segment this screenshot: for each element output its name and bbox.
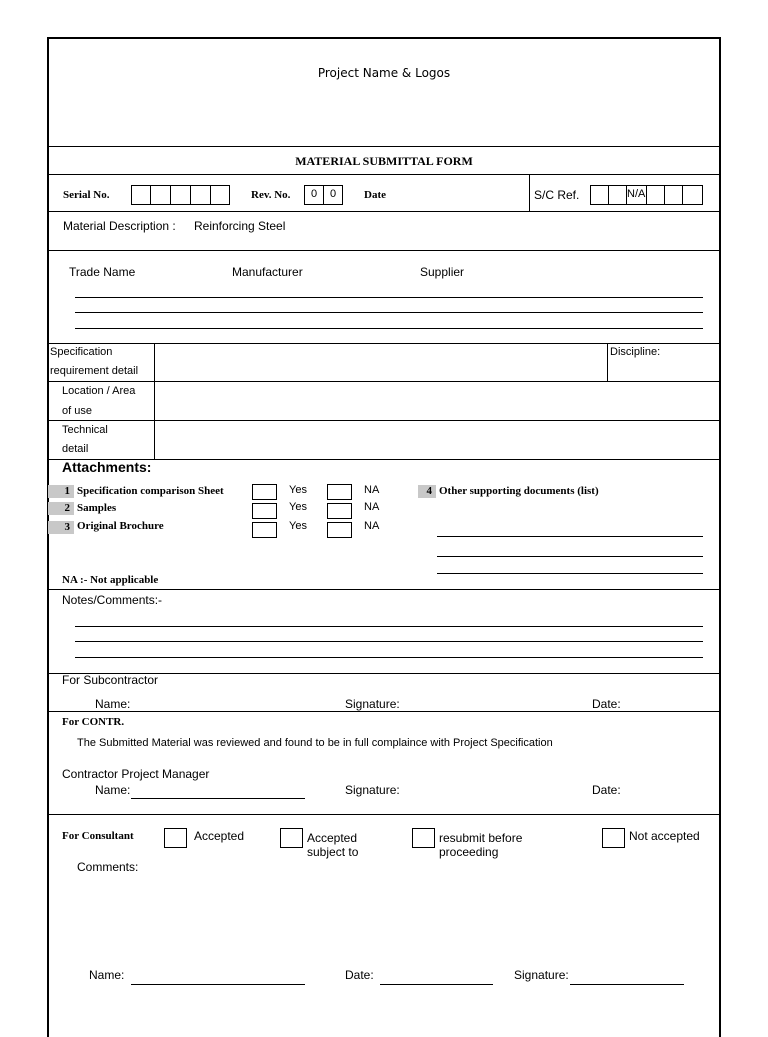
name-line[interactable] (131, 798, 305, 799)
attachment-number: 4 (418, 485, 436, 498)
yes-checkbox[interactable] (252, 503, 277, 519)
attachment-label: Specification comparison Sheet (77, 485, 224, 497)
resubmit-label: resubmit before (439, 831, 523, 845)
accepted-subject-checkbox[interactable] (280, 828, 303, 848)
yes-label: Yes (289, 501, 307, 513)
sc-ref-value: N/A (627, 188, 646, 200)
write-line[interactable] (75, 657, 703, 658)
name-line[interactable] (131, 984, 305, 985)
na-note: NA :- Not applicable (62, 574, 159, 586)
divider (47, 711, 721, 712)
write-line[interactable] (75, 328, 703, 329)
material-value[interactable]: Reinforcing Steel (194, 219, 286, 233)
divider (47, 250, 721, 251)
not-accepted-checkbox[interactable] (602, 828, 625, 848)
divider (47, 174, 721, 175)
accepted-subject-label: subject to (307, 845, 359, 859)
contr-signature-label: Signature: (345, 783, 400, 797)
manufacturer-label: Manufacturer (232, 265, 303, 279)
yes-label: Yes (289, 520, 307, 532)
na-label: NA (364, 520, 380, 532)
trade-name-label: Trade Name (69, 265, 136, 279)
serial-cell[interactable] (210, 185, 230, 205)
notes-label: Notes/Comments:- (62, 593, 163, 607)
sc-ref-label: S/C Ref. (534, 188, 580, 202)
subcontractor-label: For Subcontractor (62, 673, 159, 687)
accepted-label: Accepted (194, 829, 245, 843)
comments-label: Comments: (77, 860, 139, 874)
spec-label: requirement detail (50, 365, 139, 377)
na-label: NA (364, 484, 380, 496)
divider (47, 420, 721, 421)
material-label: Material Description : (63, 219, 176, 233)
date-line[interactable] (380, 984, 493, 985)
yes-checkbox[interactable] (252, 522, 277, 538)
not-accepted-label: Not accepted (629, 829, 700, 843)
project-name-logos: Project Name & Logos (317, 66, 451, 80)
divider (607, 344, 608, 382)
divider (47, 211, 721, 212)
location-label: Location / Area (62, 385, 136, 397)
cons-date-label: Date: (345, 968, 374, 982)
attachment-label: Original Brochure (77, 520, 164, 532)
contr-date-label: Date: (592, 783, 621, 797)
contractor-label: For CONTR. (62, 716, 125, 728)
serial-cell[interactable] (150, 185, 171, 205)
sub-date-label: Date: (592, 697, 621, 711)
sc-ref-cell[interactable] (608, 185, 627, 205)
consultant-label: For Consultant (62, 830, 134, 842)
attachment-number: 2 (48, 502, 74, 515)
contractor-statement: The Submitted Material was reviewed and found to be in full complaince with Project Specification (77, 737, 553, 749)
write-line[interactable] (75, 297, 703, 298)
write-line[interactable] (75, 641, 703, 642)
attachments-title: Attachments: (62, 459, 152, 475)
rev-digit: 0 (329, 188, 337, 200)
na-label: NA (364, 501, 380, 513)
accepted-subject-label: Accepted (307, 831, 358, 845)
sc-ref-cell[interactable] (664, 185, 683, 205)
signature-line[interactable] (570, 984, 684, 985)
yes-checkbox[interactable] (252, 484, 277, 500)
rev-label: Rev. No. (251, 189, 291, 201)
serial-label: Serial No. (63, 189, 110, 201)
other-docs-label: Other supporting documents (list) (439, 485, 599, 497)
cons-name-label: Name: (89, 968, 125, 982)
write-line[interactable] (437, 573, 703, 574)
write-line[interactable] (437, 556, 703, 557)
divider (47, 814, 721, 815)
sub-signature-label: Signature: (345, 697, 400, 711)
resubmit-checkbox[interactable] (412, 828, 435, 848)
attachment-number: 3 (48, 521, 74, 534)
rev-digit: 0 (310, 188, 318, 200)
date-label: Date (364, 189, 386, 201)
divider (154, 344, 155, 459)
divider (47, 343, 721, 344)
write-line[interactable] (75, 626, 703, 627)
na-checkbox[interactable] (327, 522, 352, 538)
spec-label: Specification (50, 346, 113, 358)
sc-ref-cell[interactable] (682, 185, 703, 205)
accepted-checkbox[interactable] (164, 828, 187, 848)
sc-ref-cell[interactable] (590, 185, 609, 205)
attachment-label: Samples (77, 502, 117, 514)
sc-ref-cell[interactable] (646, 185, 665, 205)
serial-cell[interactable] (190, 185, 211, 205)
sub-name-label: Name: (95, 697, 131, 711)
serial-cell[interactable] (131, 185, 151, 205)
divider (47, 381, 721, 382)
cons-signature-label: Signature: (514, 968, 569, 982)
technical-label: Technical (62, 424, 108, 436)
supplier-label: Supplier (420, 265, 465, 279)
divider (529, 175, 530, 211)
yes-label: Yes (289, 484, 307, 496)
contractor-pm-label: Contractor Project Manager (62, 767, 210, 781)
contr-name-label: Name: (95, 783, 131, 797)
divider (47, 146, 721, 147)
write-line[interactable] (437, 536, 703, 537)
technical-label: detail (62, 443, 89, 455)
attachment-number: 1 (48, 485, 74, 498)
na-checkbox[interactable] (327, 503, 352, 519)
write-line[interactable] (75, 312, 703, 313)
form-title: MATERIAL SUBMITTAL FORM (295, 154, 473, 168)
divider (47, 589, 721, 590)
resubmit-label: proceeding (439, 845, 499, 859)
na-checkbox[interactable] (327, 484, 352, 500)
serial-cell[interactable] (170, 185, 191, 205)
location-label: of use (62, 405, 92, 417)
discipline-label: Discipline: (610, 346, 661, 358)
